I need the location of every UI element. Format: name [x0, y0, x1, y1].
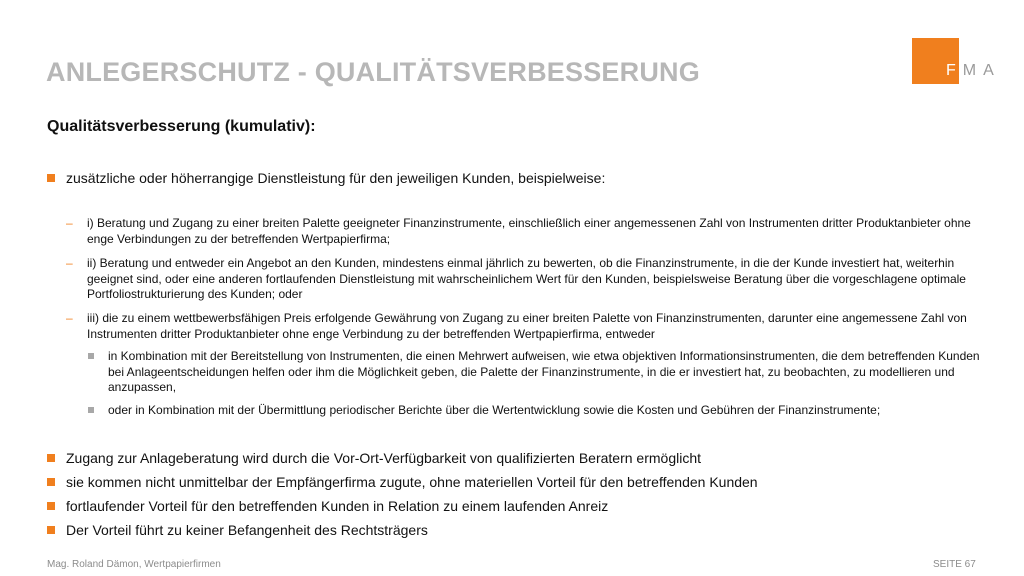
orange-bullet-icon [47, 174, 55, 182]
sub-item-2 [88, 403, 988, 419]
dash-icon: – [66, 256, 73, 270]
orange-bullet-icon [47, 454, 55, 462]
bottom-bullet-3 [47, 498, 608, 515]
dash-item-3 [66, 311, 986, 342]
orange-bullet-icon [47, 478, 55, 486]
logo-text [946, 62, 1001, 80]
gray-bullet-icon [88, 353, 94, 359]
dash-item-1 [66, 216, 986, 247]
footer-author: Mag. Roland Dämon, Wertpapierfirmen [47, 559, 221, 570]
dash-item-text: iii) die zu einem wettbewerbsfähigen Preis erfolgende Gewährung von Zugang zu einer breiten Palette von Finanzinstrumenten, darunter eine angemessene Zahl von Instrumenten dritter Produktanbieter ohne enge Verbindung zu der betreffenden Wertpapierfirma, entweder [87, 311, 967, 341]
gray-bullet-icon [88, 407, 94, 413]
main-bullet [47, 170, 605, 187]
sub-item-text: in Kombination mit der Bereitstellung von Instrumenten, die einen Mehrwert aufweisen, wie etwa objektiven Informationsinstrumenten, die dem betreffenden Kunden bei Anlageentscheidungen helfen oder ihm die Möglichkeit geben, die Palette der Finanzinstrumente, in die er investiert hat, zu beobachten, zu modellieren und anzupassen, [108, 349, 980, 394]
dash-icon: – [66, 311, 73, 325]
fma-logo [912, 38, 1024, 84]
bottom-bullet-4 [47, 522, 428, 539]
dash-item-text: ii) Beratung und entweder ein Angebot an den Kunden, mindestens einmal jährlich zu bewerten, ob die Finanzinstrumente, in die der Kunde investiert hat, weiterhin geeignet sind, oder eine anderen fortlaufenden Dienstleistung mit wahrscheinlichem Wert für den Kunden, beispielsweise Beratung über die vorgeschlagene optimale Portfoliostrukturierung des Kunden; oder [87, 256, 966, 301]
logo-letter-f: F [946, 62, 963, 79]
sub-item-text: oder in Kombination mit der Übermittlung periodischer Berichte über die Wertentwicklung sowie die Kosten und Gebühren der Finanzinstrumente; [108, 403, 881, 417]
bottom-bullet-text: Der Vorteil führt zu keiner Befangenheit des Rechtsträgers [66, 522, 428, 538]
bottom-bullet-1 [47, 450, 701, 467]
slide-title: ANLEGERSCHUTZ - QUALITÄTSVERBESSERUNG [46, 57, 700, 87]
dash-icon: – [66, 216, 73, 230]
orange-bullet-icon [47, 502, 55, 510]
dash-item-2 [66, 256, 986, 303]
slide-subtitle: Qualitätsverbesserung (kumulativ): [47, 118, 316, 135]
logo-letter-a: A [983, 62, 1001, 79]
dash-item-text: i) Beratung und Zugang zu einer breiten Palette geeigneter Finanzinstrumente, einschließlich einer angemessenen Zahl von Instrumenten dritter Produktanbieter ohne enge Verbindungen zu der betreffenden Wertpapierfirma; [87, 216, 971, 246]
bottom-bullet-text: Zugang zur Anlageberatung wird durch die Vor-Ort-Verfügbarkeit von qualifizierten Beratern ermöglicht [66, 450, 702, 466]
bottom-bullet-2 [47, 474, 758, 491]
sub-item-1 [88, 349, 988, 396]
logo-letter-m: M [962, 62, 984, 79]
bottom-bullet-text: sie kommen nicht unmittelbar der Empfängerfirma zugute, ohne materiellen Vorteil für den betreffenden Kunden [66, 474, 758, 490]
bottom-bullet-text: fortlaufender Vorteil für den betreffenden Kunden in Relation zu einem laufenden Anreiz [66, 498, 609, 514]
main-bullet-text: zusätzliche oder höherrangige Dienstleistung für den jeweiligen Kunden, beispielweise: [66, 170, 606, 186]
orange-bullet-icon [47, 526, 55, 534]
page-number: SEITE 67 [933, 559, 976, 570]
